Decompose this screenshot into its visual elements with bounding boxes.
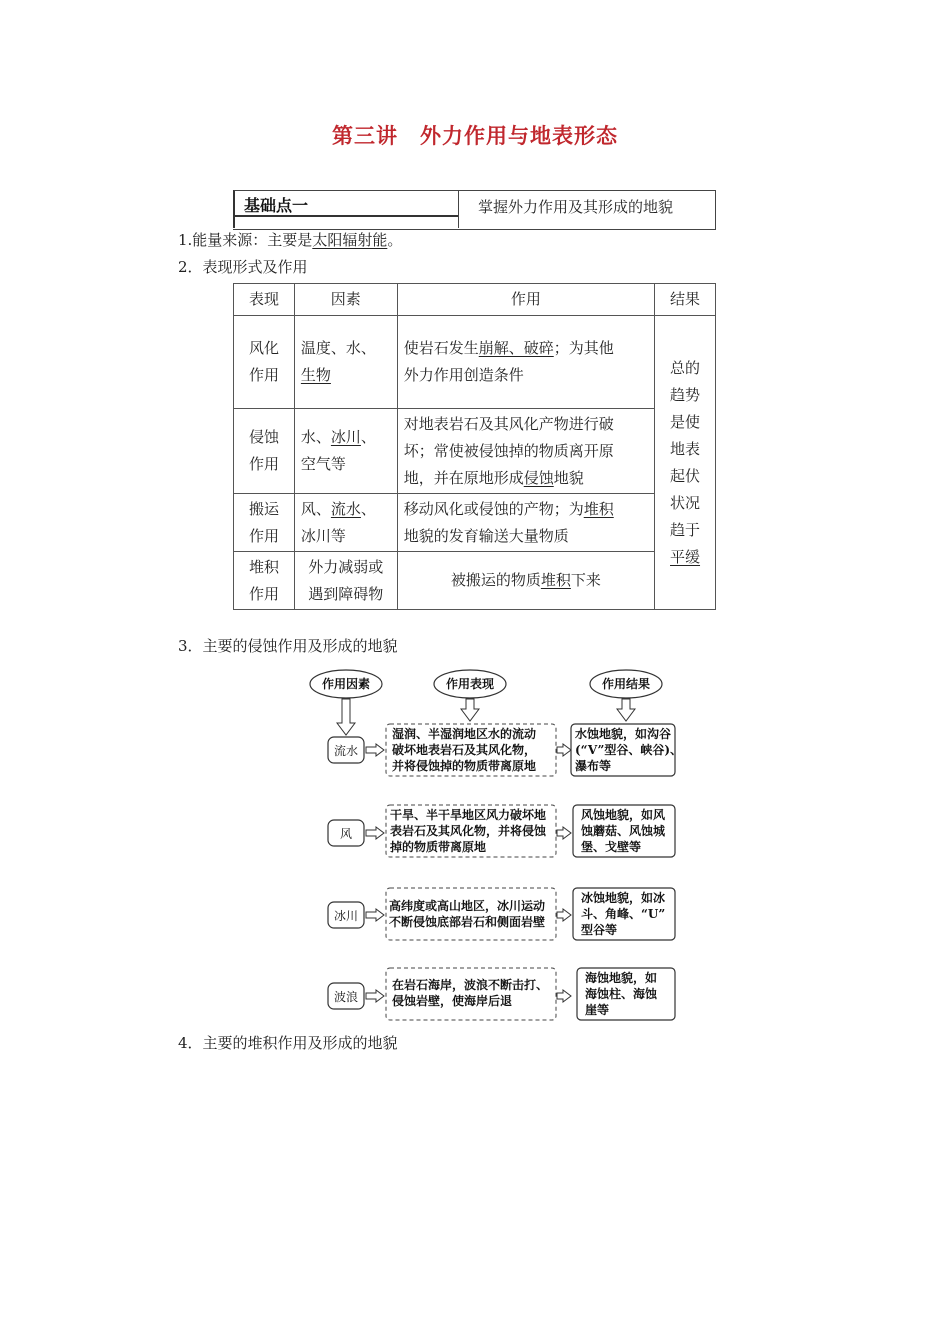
svg-text:干旱、半干旱地区风力破坏地: 干旱、半干旱地区风力破坏地	[390, 808, 547, 822]
knowledge-point-label-text: 基础点一	[244, 196, 309, 215]
item-erosion-heading: 3．主要的侵蚀作用及形成的地貌	[178, 637, 398, 655]
svg-text:湿润、半湿润地区水的流动: 湿润、半湿润地区水的流动	[392, 727, 537, 741]
svg-text:流水: 流水	[333, 744, 359, 758]
svg-text:在岩石海岸，波浪不断击打、: 在岩石海岸，波浪不断击打、	[392, 978, 549, 992]
svg-text:水蚀地貌，如沟谷: 水蚀地貌，如沟谷	[575, 727, 672, 741]
svg-text:堡、戈壁等: 堡、戈壁等	[581, 840, 642, 854]
factor-cell: 水、冰川、 空气等	[294, 409, 397, 494]
form-cell: 侵蚀 作用	[234, 409, 295, 494]
form-cell: 风化 作用	[234, 316, 295, 409]
svg-text:作用结果: 作用结果	[601, 677, 651, 691]
title-lesson: 第三讲	[332, 124, 398, 148]
factor-cell: 温度、水、 生物	[294, 316, 397, 409]
svg-text:冰蚀地貌，如冰: 冰蚀地貌，如冰	[581, 891, 666, 905]
svg-text:斗、角峰、“U”: 斗、角峰、“U”	[581, 907, 666, 921]
svg-text:瀑布等: 瀑布等	[575, 759, 612, 773]
knowledge-point-text: 掌握外力作用及其形成的地貌	[478, 198, 674, 216]
flow-row-running-water	[328, 724, 682, 776]
table-header: 表现	[234, 284, 295, 316]
svg-text:并将侵蚀掉的物质带离原地: 并将侵蚀掉的物质带离原地	[392, 759, 537, 773]
svg-text:掉的物质带离原地: 掉的物质带离原地	[390, 840, 487, 854]
table-header: 结果	[655, 284, 716, 316]
energy-source-answer: 太阳辐射能	[312, 231, 388, 249]
svg-text:波浪: 波浪	[333, 990, 359, 1004]
effect-cell: 被搬运的物质堆积下来	[397, 552, 654, 610]
effect-cell: 对地表岩石及其风化产物进行破 坏；常使被侵蚀掉的物质离开原 地，并在原地形成侵蚀地貌	[397, 409, 654, 494]
result-cell: 总的 趋势 是使 地表 起伏 状况 趋于 平缓	[655, 316, 716, 610]
svg-text:侵蚀岩壁，使海岸后退: 侵蚀岩壁，使海岸后退	[392, 994, 513, 1008]
svg-text:型谷等: 型谷等	[581, 923, 618, 937]
svg-text:海蚀地貌，如: 海蚀地貌，如	[585, 971, 658, 985]
svg-text:不断侵蚀底部岩石和侧面岩壁: 不断侵蚀底部岩石和侧面岩壁	[389, 915, 546, 929]
flow-header-result	[590, 670, 662, 698]
svg-text:作用因素: 作用因素	[321, 677, 371, 691]
item-forms-heading: 2．表现形式及作用	[178, 258, 308, 276]
flow-row-waves	[328, 968, 675, 1020]
flow-row-wind	[328, 805, 675, 857]
svg-text:崖等: 崖等	[585, 1003, 610, 1017]
effect-cell: 使岩石发生崩解、破碎；为其他 外力作用创造条件	[397, 316, 654, 409]
factor-cell: 风、流水、 冰川等	[294, 494, 397, 552]
svg-text:风蚀地貌，如风: 风蚀地貌，如风	[581, 808, 666, 822]
item-deposition-heading: 4．主要的堆积作用及形成的地貌	[178, 1034, 398, 1052]
title-topic: 外力作用与地表形态	[420, 124, 618, 148]
svg-text:作用表现: 作用表现	[445, 677, 495, 691]
svg-text:破坏地表岩石及其风化物，: 破坏地表岩石及其风化物，	[392, 743, 537, 757]
form-cell: 搬运 作用	[234, 494, 295, 552]
svg-text:风: 风	[339, 827, 353, 841]
svg-text:(“V”型谷、峡谷)、: (“V”型谷、峡谷)、	[575, 743, 683, 757]
flow-row-glacier	[328, 888, 675, 940]
svg-text:蚀蘑菇、风蚀城: 蚀蘑菇、风蚀城	[581, 824, 666, 838]
factor-cell: 外力减弱或 遇到障碍物	[294, 552, 397, 610]
svg-text:高纬度或高山地区，冰川运动: 高纬度或高山地区，冰川运动	[389, 899, 546, 913]
form-cell: 堆积 作用	[234, 552, 295, 610]
flow-header-process	[434, 670, 506, 698]
svg-text:表岩石及其风化物，并将侵蚀: 表岩石及其风化物，并将侵蚀	[390, 824, 547, 838]
effect-cell: 移动风化或侵蚀的产物；为堆积 地貌的发育输送大量物质	[397, 494, 654, 552]
svg-text:冰川: 冰川	[333, 909, 359, 923]
table-header: 因素	[294, 284, 397, 316]
svg-text:海蚀柱、海蚀: 海蚀柱、海蚀	[585, 987, 658, 1001]
flow-header-factor	[310, 670, 382, 698]
item-energy-source: 1.能量来源：主要是太阳辐射能。	[178, 231, 403, 249]
table-header: 作用	[397, 284, 654, 316]
